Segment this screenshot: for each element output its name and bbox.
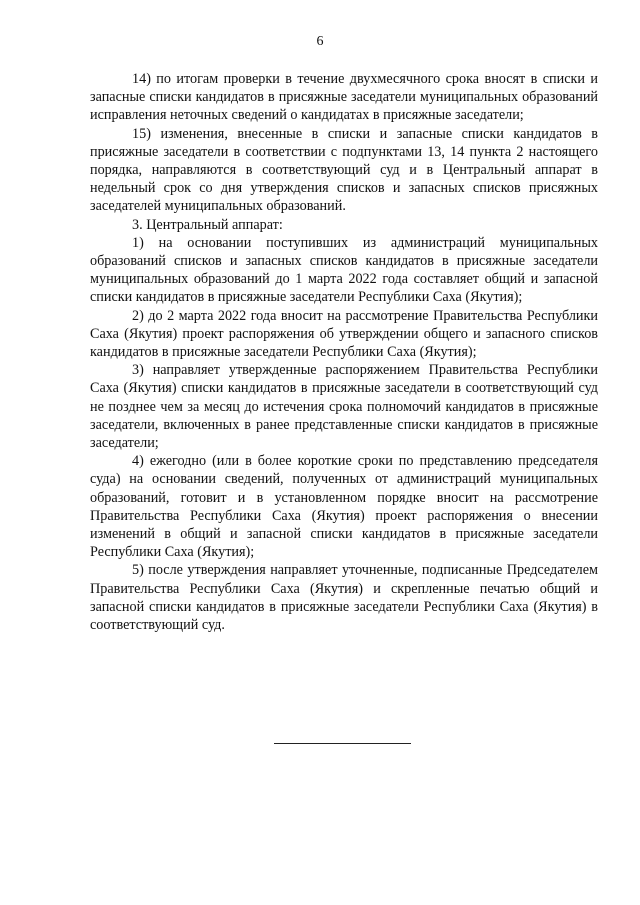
- section-3-heading: 3. Центральный аппарат:: [132, 216, 283, 233]
- paragraph-3-2: 2) до 2 марта 2022 года вносит на рассмотрение Правительства Республики Саха (Якутия) проект распоряжения об утверждении общего и запасного списков кандидатов в присяжные заседатели Республики Саха (Якутия);: [90, 307, 598, 361]
- paragraph-3-1: 1) на основании поступивших из администраций муниципальных образований списков и запасных списков кандидатов в присяжные заседатели муниципальных образований до 1 марта 2022 года составляет общий и запасной списки кандидатов в присяжные заседатели Республики Саха (Якутия);: [90, 234, 598, 306]
- paragraph-3-3: 3) направляет утвержденные распоряжением Правительства Республики Саха (Якутия) списки кандидатов в присяжные заседатели в соответствующий суд не позднее чем за месяц до истечения срока полномочий кандидатов в присяжные заседатели, включенных в ранее представленные списки кандидатов в присяжные заседатели;: [90, 362, 598, 452]
- end-separator-line: [274, 743, 411, 744]
- page-number: 6: [316, 34, 324, 49]
- paragraph-3-5: 5) после утверждения направляет уточненные, подписанные Председателем Правительства Республики Саха (Якутия) и скрепленные печатью общий и запасной списки кандидатов в присяжные заседатели Республики Саха (Якутия) в соответствующий суд.: [90, 562, 598, 634]
- document-body: [90, 70, 598, 634]
- paragraph-2-15: 15) изменения, внесенные в списки и запасные списки кандидатов в присяжные заседатели в соответствии с подпунктами 13, 14 пункта 2 настоящего порядка, направляются в соответствующий суд и в Центральный аппарат в недельный срок со дня утверждения списков и запасных списков присяжных заседателей муниципальных образований.: [90, 125, 598, 215]
- paragraph-3-4: 4) ежегодно (или в более короткие сроки по представлению председателя суда) на основании сведений, полученных от администраций муниципальных образований, готовит и в установленном порядке вносит на рассмотрение Правительства Республики Саха (Якутия) проект распоряжения о внесении изменений в общий и запасной списки кандидатов в присяжные заседатели Республики Саха (Якутия);: [90, 453, 598, 561]
- paragraph-2-14: 14) по итогам проверки в течение двухмесячного срока вносят в списки и запасные списки кандидатов в присяжные заседатели муниципальных образований исправления неточных сведений о кандидатах в присяжные заседатели;: [90, 71, 598, 124]
